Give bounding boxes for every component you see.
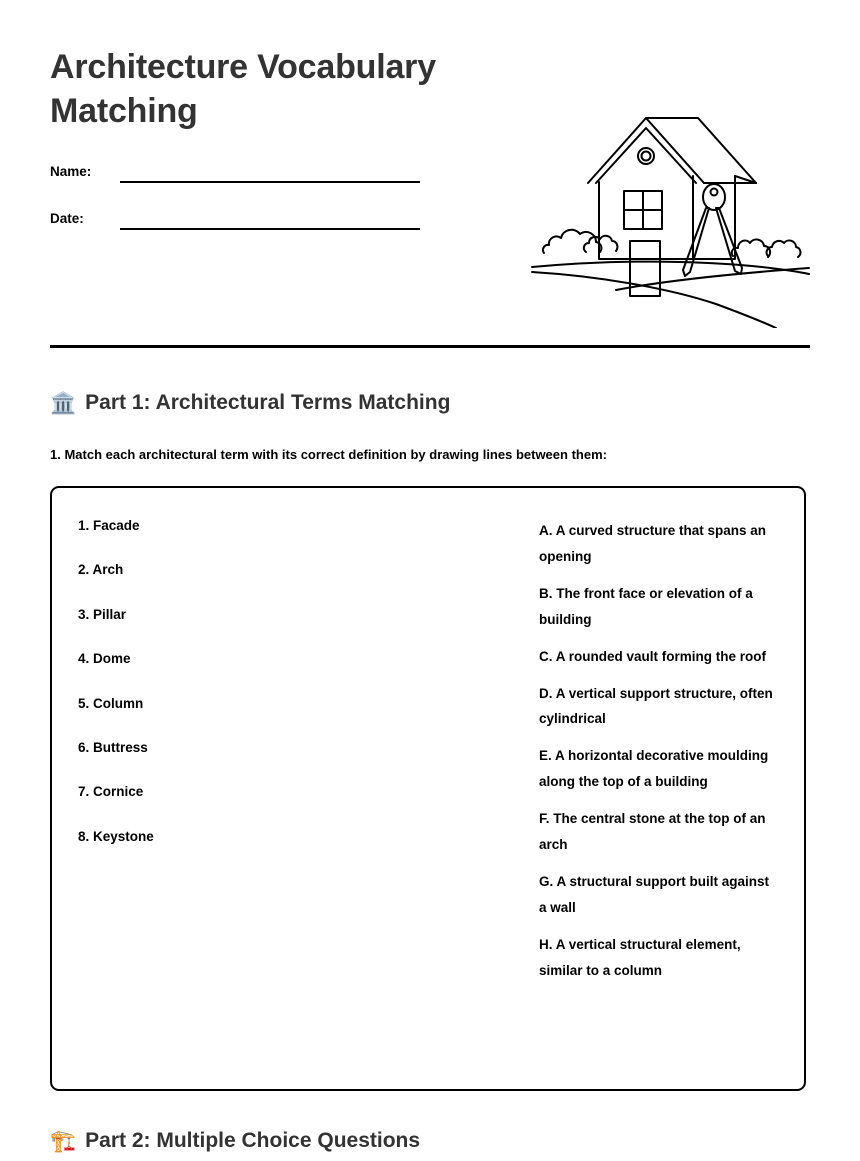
terms-column xyxy=(78,518,378,1069)
term-item[interactable]: 8. Keystone xyxy=(78,828,154,844)
page-title: Architecture Vocabulary Matching xyxy=(50,48,436,130)
matching-exercise-box xyxy=(50,486,806,1091)
section-heading-part2-label: Part 2: Multiple Choice Questions xyxy=(85,1129,421,1152)
section-heading-part1 xyxy=(50,391,450,415)
date-field-label: Date: xyxy=(50,211,84,226)
definition-item[interactable]: E. A horizontal decorative moulding along the top of a building xyxy=(539,748,769,790)
section-heading-part1-label: Part 1: Architectural Terms Matching xyxy=(85,391,451,414)
definition-item[interactable]: C. A rounded vault forming the roof xyxy=(539,648,766,664)
classical-building-icon: 🏛️ xyxy=(50,391,77,415)
term-item[interactable]: 5. Column xyxy=(78,695,144,711)
part1-instruction: 1. Match each architectural term with its correct definition by drawing lines between them: xyxy=(50,447,607,462)
name-field-label: Name: xyxy=(50,164,92,179)
definition-item[interactable]: D. A vertical support structure, often cylindrical xyxy=(539,685,773,727)
header-divider xyxy=(50,345,810,348)
name-field-row xyxy=(50,164,430,211)
term-item[interactable]: 2. Arch xyxy=(78,562,124,578)
term-item[interactable]: 7. Cornice xyxy=(78,784,144,800)
term-item[interactable]: 1. Facade xyxy=(78,518,140,533)
term-item[interactable]: 3. Pillar xyxy=(78,606,127,622)
term-item[interactable]: 6. Buttress xyxy=(78,739,148,755)
name-field-write-line[interactable] xyxy=(120,181,420,183)
date-field-row xyxy=(50,211,430,258)
date-field-write-line[interactable] xyxy=(120,228,420,230)
student-info-fields xyxy=(50,164,430,258)
definitions-column xyxy=(378,518,778,1069)
definition-item[interactable]: F. The central stone at the top of an arch xyxy=(539,811,766,853)
definition-item[interactable]: A. A curved structure that spans an opening xyxy=(539,523,767,564)
term-item[interactable]: 4. Dome xyxy=(78,651,131,667)
section-heading-part2 xyxy=(50,1129,420,1153)
definition-item[interactable]: G. A structural support built against a wall xyxy=(539,873,770,915)
definition-item[interactable]: B. The front face or elevation of a building xyxy=(539,585,753,627)
house-compass-illustration xyxy=(528,104,812,328)
definition-item[interactable]: H. A vertical structural element, similar to a column xyxy=(539,936,741,978)
construction-crane-icon: 🏗️ xyxy=(50,1129,77,1153)
